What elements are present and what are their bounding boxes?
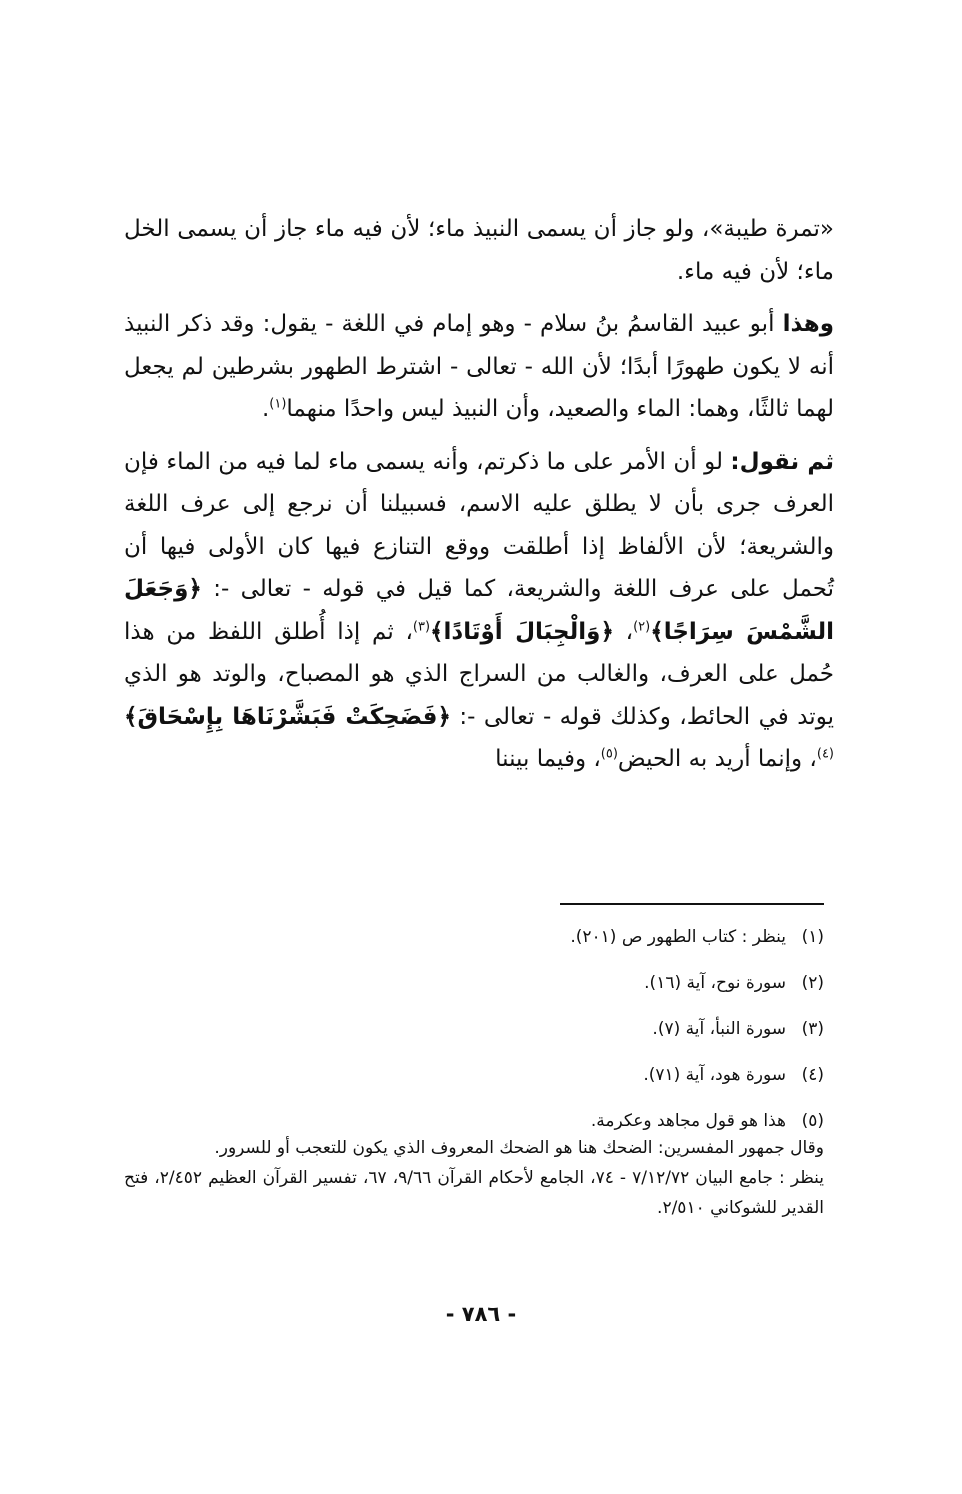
footnote-text: سورة هود، آية (٧١).: [643, 1065, 786, 1085]
quran-verse-1: ﴿وَجَعَلَ الشَّمْسَ سِرَاجًا﴾: [124, 576, 834, 645]
paragraph-3: [124, 441, 834, 781]
footnote-number: (٤): [801, 1065, 824, 1085]
footnote-2: [124, 971, 824, 995]
paragraph-3-text-a: لو أن الأمر على ما ذكرتم، وأنه يسمى ماء لما فيه من الماء فإن العرف جرى بأن لا يطلق عليه الاسم، فسبيلنا أن نرجع إلى عرف اللغة والشريعة؛ لأن الألفاظ إذا أطلقت ووقع التنازع فيها كان الأولى فيها أن تُحمل على عرف اللغة والشريعة، كما قيل في قوله - تعالى -:: [124, 448, 834, 602]
footnote-1: [124, 925, 824, 949]
footnote-number: (٣): [801, 1019, 824, 1039]
quran-verse-3: ﴿فَضَحِكَتْ فَبَشَّرْنَاهَا بِإِسْحَاقَ﴾: [124, 703, 451, 730]
footnote-text: هذا هو قول مجاهد وعكرمة.: [590, 1111, 786, 1131]
footnote-text: سورة النبأ، آية (٧).: [652, 1019, 786, 1039]
paragraph-2-end: .: [261, 396, 270, 422]
separator: ،: [613, 618, 634, 645]
paragraph-3-text-b: ، ثم إذا أُطلق اللفظ من هذا حُمل على العرف، والغالب من السراج الذي هو المصباح، والوتد هو الذي يوتد في الحائط، وكذلك قوله - تعالى -:: [124, 618, 834, 730]
footnote-5-extra-1: وقال جمهور المفسرين: الضحك هنا هو الضحك المعروف الذي يكون للتعجب أو للسرور.: [214, 1138, 824, 1158]
footnote-number: (٢): [801, 973, 824, 993]
footnote-text-block: [124, 1109, 786, 1133]
footnote-ref-3[interactable]: (٣): [412, 618, 431, 634]
footnote-5-extra-2: ينظر : جامع البيان ٧/١٢/٧٢ - ٧٤، الجامع لأحكام القرآن ٩/٦٦، ٦٧، تفسير القرآن العظيم ٢/٤٥٢، فتح القدير للشوكاني ٢/٥١٠.: [124, 1168, 824, 1218]
footnote-text: ينظر : كتاب الطهور ص (٢٠١).: [570, 927, 786, 947]
footnote-ref-2[interactable]: (٢): [633, 618, 651, 634]
footnote-number: (١): [801, 927, 824, 947]
footnote-number: (٥): [801, 1111, 824, 1131]
footnote-3: [124, 1017, 824, 1041]
paragraph-3-text-d: ، وفيما بيننا: [495, 746, 601, 772]
footnote-5: [124, 1109, 824, 1133]
footnotes: [124, 925, 824, 1223]
paragraph-1-text: «تمرة طيبة»، ولو جاز أن يسمى النبيذ ماء؛ لأن فيه ماء جاز أن يسمى الخل ماء؛ لأن فيه ماء.: [124, 216, 834, 285]
paragraph-3-lead: ثم نقول:: [730, 448, 835, 475]
paragraph-2-lead: وهذا: [782, 311, 834, 337]
footnote-ref-1[interactable]: (١): [269, 396, 287, 412]
footnote-text: سورة نوح، آية (١٦).: [644, 973, 786, 993]
paragraph-1: [124, 208, 834, 293]
footnote-4: [124, 1063, 824, 1087]
footnote-5-continuation: [124, 1133, 824, 1223]
footnote-ref-4[interactable]: (٤): [816, 746, 834, 762]
paragraph-2-text: أبو عبيد القاسمُ بنُ سلام - وهو إمام في اللغة - يقول: وقد ذكر النبيذ أنه لا يكون طهورًا أبدًا؛ لأن الله - تعالى - اشترط الطهور بشرطين لم يجعل لهما ثالثًا، وهما: الماء والصعيد، وأن النبيذ ليس واحدًا منهما: [124, 311, 834, 422]
page-number: - ٧٨٦ -: [445, 1302, 517, 1326]
quran-verse-2: ﴿وَالْجِبَالَ أَوْتَادًا﴾: [430, 618, 614, 645]
footnote-divider: [560, 903, 824, 905]
paragraph-3-text-c: ، وإنما أريد به الحيض: [617, 746, 817, 772]
footnote-ref-5[interactable]: (٥): [600, 746, 618, 762]
paragraph-2: [124, 303, 834, 431]
main-text: [124, 208, 834, 791]
